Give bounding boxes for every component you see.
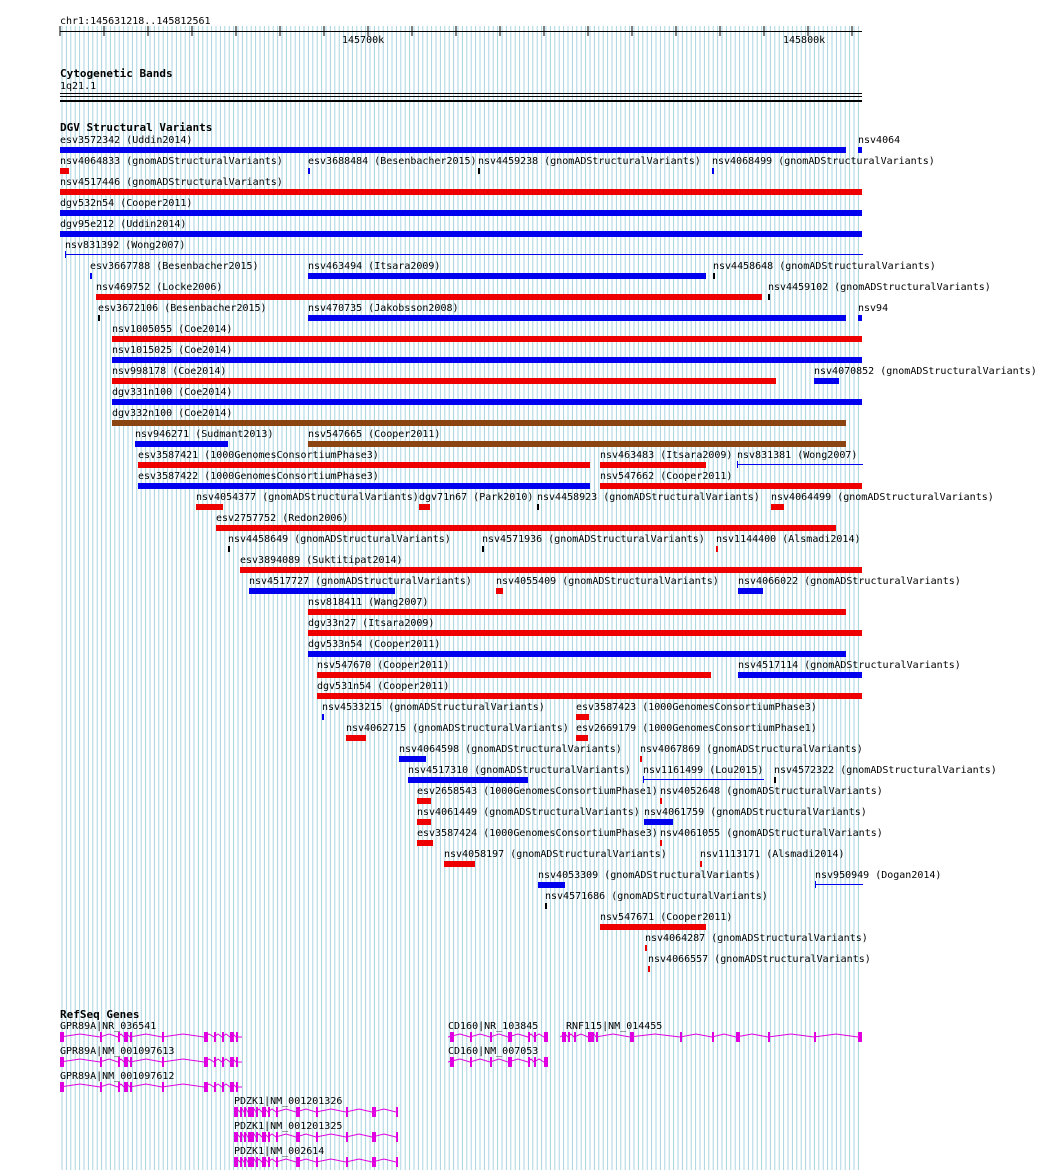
gene-exon[interactable] bbox=[100, 1082, 102, 1092]
gene-exon[interactable] bbox=[396, 1157, 398, 1167]
gene-exon[interactable] bbox=[256, 1132, 258, 1142]
gene-exon[interactable] bbox=[240, 1157, 242, 1167]
gene-exon[interactable] bbox=[162, 1082, 164, 1092]
gene-exon[interactable] bbox=[508, 1032, 512, 1042]
variant-label[interactable]: nsv4070852 (gnomADStructuralVariants) bbox=[814, 366, 1037, 377]
cytogenetic-track-title: Cytogenetic Bands bbox=[60, 67, 173, 80]
variant-label[interactable]: nsv4459238 (gnomADStructuralVariants) bbox=[478, 156, 701, 167]
gene-exon[interactable] bbox=[470, 1057, 472, 1067]
gene-exon[interactable] bbox=[262, 1107, 266, 1117]
variant-label[interactable]: nsv94 bbox=[858, 303, 889, 314]
variant-label[interactable]: nsv1113171 (Alsmadi2014) bbox=[700, 849, 845, 860]
gene-exon[interactable] bbox=[244, 1132, 246, 1142]
gene-exon[interactable] bbox=[240, 1107, 242, 1117]
gene-exon[interactable] bbox=[596, 1032, 598, 1042]
gene-exon[interactable] bbox=[118, 1082, 120, 1092]
refseq-track-title: RefSeq Genes bbox=[60, 1008, 140, 1021]
variant-label[interactable]: nsv946271 (Sudmant2013) bbox=[135, 429, 274, 440]
gene-exon[interactable] bbox=[222, 1082, 224, 1092]
gene-exon[interactable] bbox=[262, 1132, 266, 1142]
variant-label[interactable]: esv2669179 (1000GenomesConsortiumPhase1) bbox=[576, 723, 817, 734]
gene-exon[interactable] bbox=[490, 1032, 492, 1042]
gene-exon[interactable] bbox=[100, 1057, 102, 1067]
dgv-track-title: DGV Structural Variants bbox=[60, 121, 213, 134]
gene-exon[interactable] bbox=[268, 1107, 270, 1117]
variant-label[interactable]: nsv1005055 (Coe2014) bbox=[112, 324, 233, 335]
gene-exon[interactable] bbox=[528, 1032, 530, 1042]
variant-label[interactable]: nsv4066022 (gnomADStructuralVariants) bbox=[738, 576, 961, 587]
gene-exon[interactable] bbox=[252, 1107, 254, 1117]
gene-exon[interactable] bbox=[230, 1082, 234, 1092]
gene-exon[interactable] bbox=[222, 1032, 224, 1042]
variant-label[interactable]: nsv1015025 (Coe2014) bbox=[112, 345, 233, 356]
variant-label[interactable]: nsv4571936 (gnomADStructuralVariants) bbox=[482, 534, 705, 545]
variant-label[interactable]: nsv470735 (Jakobsson2008) bbox=[308, 303, 459, 314]
gene-exon[interactable] bbox=[236, 1032, 238, 1042]
gene-exon[interactable] bbox=[118, 1057, 120, 1067]
variant-label[interactable]: nsv4064 bbox=[858, 135, 901, 146]
gene-exon[interactable] bbox=[236, 1057, 238, 1067]
gene-exon[interactable] bbox=[236, 1082, 238, 1092]
gene-exon[interactable] bbox=[234, 1107, 238, 1117]
gene-exon[interactable] bbox=[534, 1057, 536, 1067]
variant-label[interactable]: nsv4064499 (gnomADStructuralVariants) bbox=[771, 492, 994, 503]
gene-label[interactable]: PDZK1|NM_001201325 bbox=[234, 1121, 343, 1132]
gene-exon[interactable] bbox=[252, 1157, 254, 1167]
gene-exon[interactable] bbox=[568, 1032, 570, 1042]
gene-exon[interactable] bbox=[214, 1057, 216, 1067]
variant-label[interactable]: nsv4053309 (gnomADStructuralVariants) bbox=[538, 870, 761, 881]
gene-exon[interactable] bbox=[534, 1032, 536, 1042]
variant-label[interactable]: esv3587421 (1000GenomesConsortiumPhase3) bbox=[138, 450, 379, 461]
variant-label[interactable]: nsv4052648 (gnomADStructuralVariants) bbox=[660, 786, 883, 797]
gene-exon[interactable] bbox=[490, 1057, 492, 1067]
gene-exon[interactable] bbox=[244, 1107, 246, 1117]
gene-label[interactable]: CD160|NM_007053 bbox=[448, 1046, 539, 1057]
gene-exon[interactable] bbox=[256, 1107, 258, 1117]
variant-label[interactable]: esv3672106 (Besenbacher2015) bbox=[98, 303, 267, 314]
gene-exon[interactable] bbox=[248, 1132, 252, 1142]
gene-exon[interactable] bbox=[316, 1157, 318, 1167]
gene-exon[interactable] bbox=[222, 1057, 224, 1067]
variant-label[interactable]: nsv950949 (Dogan2014) bbox=[815, 870, 942, 881]
gene-exon[interactable] bbox=[244, 1157, 246, 1167]
variant-label[interactable]: nsv4517310 (gnomADStructuralVariants) bbox=[408, 765, 631, 776]
gene-exon[interactable] bbox=[60, 1082, 64, 1092]
gene-exon[interactable] bbox=[316, 1107, 318, 1117]
gene-exon[interactable] bbox=[124, 1032, 128, 1042]
gene-exon[interactable] bbox=[162, 1032, 164, 1042]
variant-label[interactable]: nsv4458923 (gnomADStructuralVariants) bbox=[537, 492, 760, 503]
gene-exon[interactable] bbox=[296, 1107, 300, 1117]
gene-intron-line[interactable] bbox=[448, 1059, 546, 1062]
gene-exon[interactable] bbox=[346, 1132, 348, 1142]
gene-label[interactable]: GPR89A|NM_001097613 bbox=[60, 1046, 175, 1057]
variant-label[interactable]: dgv332n100 (Coe2014) bbox=[112, 408, 233, 419]
variant-label[interactable]: esv3587423 (1000GenomesConsortiumPhase3) bbox=[576, 702, 817, 713]
gene-exon[interactable] bbox=[450, 1057, 454, 1067]
gene-exon[interactable] bbox=[276, 1107, 278, 1117]
gene-exon[interactable] bbox=[592, 1032, 594, 1042]
variant-label[interactable]: nsv4517727 (gnomADStructuralVariants) bbox=[249, 576, 472, 587]
gene-exon[interactable] bbox=[204, 1032, 208, 1042]
variant-label[interactable]: nsv4533215 (gnomADStructuralVariants) bbox=[322, 702, 545, 713]
gene-exon[interactable] bbox=[372, 1132, 376, 1142]
gene-exon[interactable] bbox=[234, 1157, 238, 1167]
gene-label[interactable]: GPR89A|NR_036541 bbox=[60, 1021, 157, 1032]
variant-label[interactable]: nsv4517446 (gnomADStructuralVariants) bbox=[60, 177, 283, 188]
variant-label[interactable]: nsv4572322 (gnomADStructuralVariants) bbox=[774, 765, 997, 776]
variant-label[interactable]: nsv4459102 (gnomADStructuralVariants) bbox=[768, 282, 991, 293]
variant-label[interactable]: dgv331n100 (Coe2014) bbox=[112, 387, 233, 398]
gene-exon[interactable] bbox=[214, 1082, 216, 1092]
variant-label[interactable]: nsv469752 (Locke2006) bbox=[96, 282, 223, 293]
variant-label[interactable]: esv2757752 (Redon2006) bbox=[216, 513, 349, 524]
gene-exon[interactable] bbox=[858, 1032, 862, 1042]
ruler-tick-label: 145800k bbox=[783, 35, 826, 46]
variant-label[interactable]: nsv831381 (Wong2007) bbox=[737, 450, 858, 461]
cytoband-label: 1q21.1 bbox=[60, 81, 97, 92]
variant-label[interactable]: dgv533n54 (Cooper2011) bbox=[308, 639, 441, 650]
variant-label[interactable]: dgv71n67 (Park2010) bbox=[419, 492, 534, 503]
variant-label[interactable]: nsv547665 (Cooper2011) bbox=[308, 429, 441, 440]
gene-label[interactable]: PDZK1|NM_001201326 bbox=[234, 1096, 343, 1107]
gene-exon[interactable] bbox=[252, 1132, 254, 1142]
gene-exon[interactable] bbox=[118, 1032, 120, 1042]
variant-label[interactable]: esv3587424 (1000GenomesConsortiumPhase3) bbox=[417, 828, 658, 839]
gene-label[interactable]: CD160|NR_103845 bbox=[448, 1021, 539, 1032]
gene-exon[interactable] bbox=[60, 1057, 64, 1067]
gene-exon[interactable] bbox=[346, 1107, 348, 1117]
variant-label[interactable]: dgv33n27 (Itsara2009) bbox=[308, 618, 435, 629]
gene-exon[interactable] bbox=[450, 1032, 454, 1042]
variant-label[interactable]: nsv463494 (Itsara2009) bbox=[308, 261, 441, 272]
gene-exon[interactable] bbox=[276, 1157, 278, 1167]
gene-exon[interactable] bbox=[234, 1132, 238, 1142]
gene-intron-line[interactable] bbox=[560, 1034, 862, 1037]
gene-exon[interactable] bbox=[130, 1057, 132, 1067]
gene-exon[interactable] bbox=[508, 1057, 512, 1067]
gene-exon[interactable] bbox=[268, 1157, 270, 1167]
variant-label[interactable]: nsv4458648 (gnomADStructuralVariants) bbox=[713, 261, 936, 272]
gene-exon[interactable] bbox=[256, 1157, 258, 1167]
variant-label[interactable]: nsv4064598 (gnomADStructuralVariants) bbox=[399, 744, 622, 755]
ruler-range-label: chr1:145631218..145812561 bbox=[60, 16, 211, 27]
variant-label[interactable]: nsv4067869 (gnomADStructuralVariants) bbox=[640, 744, 863, 755]
gene-exon[interactable] bbox=[544, 1057, 548, 1067]
gene-exon[interactable] bbox=[372, 1107, 376, 1117]
gene-exon[interactable] bbox=[230, 1057, 234, 1067]
gene-exon[interactable] bbox=[262, 1157, 266, 1167]
variant-label[interactable]: nsv4061759 (gnomADStructuralVariants) bbox=[644, 807, 867, 818]
variant-label[interactable]: nsv1144400 (Alsmadi2014) bbox=[716, 534, 861, 545]
gene-exon[interactable] bbox=[588, 1032, 592, 1042]
variant-label[interactable]: nsv4458649 (gnomADStructuralVariants) bbox=[228, 534, 451, 545]
variant-label[interactable]: esv3667788 (Besenbacher2015) bbox=[90, 261, 259, 272]
gene-exon[interactable] bbox=[544, 1032, 548, 1042]
gene-exon[interactable] bbox=[814, 1032, 816, 1042]
variant-label[interactable]: nsv818411 (Wang2007) bbox=[308, 597, 429, 608]
variant-label[interactable]: nsv4054377 (gnomADStructuralVariants) bbox=[196, 492, 419, 503]
gene-exon[interactable] bbox=[248, 1107, 252, 1117]
gene-exon[interactable] bbox=[124, 1082, 128, 1092]
gene-exon[interactable] bbox=[162, 1057, 164, 1067]
variant-label[interactable]: nsv547662 (Cooper2011) bbox=[600, 471, 733, 482]
gene-exon[interactable] bbox=[230, 1032, 234, 1042]
gene-exon[interactable] bbox=[276, 1132, 278, 1142]
variant-label[interactable]: nsv463483 (Itsara2009) bbox=[600, 450, 733, 461]
variant-label[interactable]: esv3587422 (1000GenomesConsortiumPhase3) bbox=[138, 471, 379, 482]
gene-exon[interactable] bbox=[316, 1132, 318, 1142]
variant-label[interactable]: dgv95e212 (Uddin2014) bbox=[60, 219, 187, 230]
gene-exon[interactable] bbox=[736, 1032, 740, 1042]
variant-label[interactable]: nsv547671 (Cooper2011) bbox=[600, 912, 733, 923]
gene-exon[interactable] bbox=[204, 1082, 208, 1092]
gene-exon[interactable] bbox=[396, 1132, 398, 1142]
gene-label[interactable]: RNF115|NM_014455 bbox=[566, 1021, 663, 1032]
gene-exon[interactable] bbox=[130, 1082, 132, 1092]
variant-label[interactable]: nsv4517114 (gnomADStructuralVariants) bbox=[738, 660, 961, 671]
variant-label[interactable]: esv2658543 (1000GenomesConsortiumPhase1) bbox=[417, 786, 658, 797]
gene-label[interactable]: GPR89A|NM_001097612 bbox=[60, 1071, 175, 1082]
variant-label[interactable]: nsv4068499 (gnomADStructuralVariants) bbox=[712, 156, 935, 167]
gene-exon[interactable] bbox=[240, 1132, 242, 1142]
gene-exon[interactable] bbox=[296, 1132, 300, 1142]
variant-label[interactable]: nsv998178 (Coe2014) bbox=[112, 366, 227, 377]
variant-label[interactable]: nsv547670 (Cooper2011) bbox=[317, 660, 450, 671]
gene-exon[interactable] bbox=[296, 1157, 300, 1167]
variant-label[interactable]: nsv4058197 (gnomADStructuralVariants) bbox=[444, 849, 667, 860]
variant-label[interactable]: nsv1161499 (Lou2015) bbox=[643, 765, 764, 776]
gene-exon[interactable] bbox=[248, 1157, 252, 1167]
variant-label[interactable]: dgv531n54 (Cooper2011) bbox=[317, 681, 450, 692]
gene-exon[interactable] bbox=[214, 1032, 216, 1042]
gene-exon[interactable] bbox=[712, 1032, 714, 1042]
gene-exon[interactable] bbox=[130, 1032, 132, 1042]
gene-exon[interactable] bbox=[100, 1032, 102, 1042]
variant-label[interactable]: nsv4064833 (gnomADStructuralVariants) bbox=[60, 156, 283, 167]
gene-label[interactable]: PDZK1|NM_002614 bbox=[234, 1146, 325, 1157]
gene-exon[interactable] bbox=[204, 1057, 208, 1067]
gene-exon[interactable] bbox=[630, 1032, 634, 1042]
gene-exon[interactable] bbox=[396, 1107, 398, 1117]
gene-exon[interactable] bbox=[60, 1032, 64, 1042]
variant-label[interactable]: dgv532n54 (Cooper2011) bbox=[60, 198, 193, 209]
gene-exon[interactable] bbox=[574, 1032, 576, 1042]
gene-intron-line[interactable] bbox=[448, 1034, 546, 1037]
gene-exon[interactable] bbox=[562, 1032, 566, 1042]
variant-label[interactable]: nsv831392 (Wong2007) bbox=[65, 240, 186, 251]
gene-exon[interactable] bbox=[124, 1057, 128, 1067]
variant-label[interactable]: nsv4055409 (gnomADStructuralVariants) bbox=[496, 576, 719, 587]
variant-label[interactable]: esv3688484 (Besenbacher2015) bbox=[308, 156, 477, 167]
ruler-tick-label: 145700k bbox=[342, 35, 385, 46]
variant-label[interactable]: esv3894089 (Suktitipat2014) bbox=[240, 555, 403, 566]
variant-label[interactable]: nsv4064287 (gnomADStructuralVariants) bbox=[645, 933, 868, 944]
gene-exon[interactable] bbox=[268, 1132, 270, 1142]
variant-label[interactable]: nsv4571686 (gnomADStructuralVariants) bbox=[545, 891, 768, 902]
variant-label[interactable]: nsv4061449 (gnomADStructuralVariants) bbox=[417, 807, 640, 818]
gene-exon[interactable] bbox=[528, 1057, 530, 1067]
gene-exon[interactable] bbox=[346, 1157, 348, 1167]
gene-exon[interactable] bbox=[680, 1032, 682, 1042]
variant-label[interactable]: nsv4062715 (gnomADStructuralVariants) bbox=[346, 723, 569, 734]
gene-exon[interactable] bbox=[372, 1157, 376, 1167]
gene-exon[interactable] bbox=[470, 1032, 472, 1042]
variant-label[interactable]: esv3572342 (Uddin2014) bbox=[60, 135, 193, 146]
variant-label[interactable]: nsv4066557 (gnomADStructuralVariants) bbox=[648, 954, 871, 965]
variant-label[interactable]: nsv4061055 (gnomADStructuralVariants) bbox=[660, 828, 883, 839]
gene-exon[interactable] bbox=[768, 1032, 770, 1042]
